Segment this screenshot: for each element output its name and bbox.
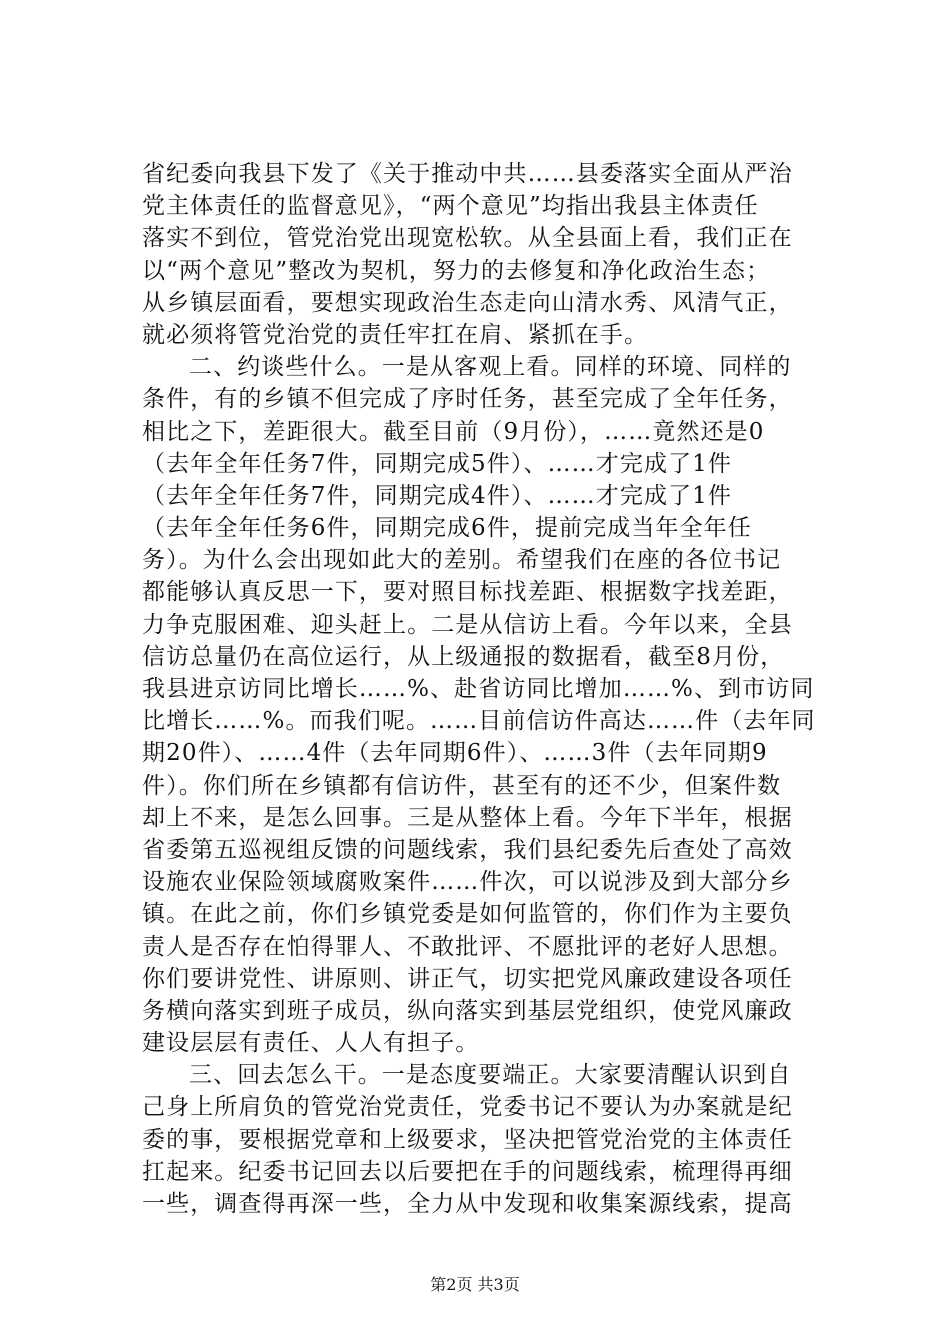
body-line: 却上不来，是怎么回事。三是从整体上看。今年下半年，根据 (142, 804, 793, 831)
body-line: 务横向落实到班子成员，纵向落实到基层党组织，使党风廉政 (142, 997, 793, 1024)
body-line: 我县进京访同比增长……%、赴省访同比增加……%、到市访同 (142, 676, 815, 702)
body-line: 镇。在此之前，你们乡镇党委是如何监管的，你们作为主要负 (142, 901, 793, 928)
body-line: 力争克服困难、迎头赶上。二是从信访上看。今年以来，全县 (142, 611, 793, 638)
body-line: 省纪委向我县下发了《关于推动中共……县委落实全面从严治 (142, 161, 793, 187)
body-line: 你们要讲党性、讲原则、讲正气，切实把党风廉政建设各项任 (142, 965, 793, 992)
document-body (142, 158, 842, 1220)
body-line: 一些，调查得再深一些，全力从中发现和收集案源线索，提高 (142, 1191, 793, 1217)
body-line: 条件，有的乡镇不但完成了序时任务，甚至完成了全年任务， (142, 386, 793, 413)
body-line: 省委第五巡视组反馈的问题线索，我们县纪委先后查处了高效 (142, 836, 793, 863)
body-line: 委的事，要根据党章和上级要求，坚决把管党治党的主体责任 (142, 1126, 793, 1153)
body-line: 以“两个意见”整改为契机，努力的去修复和净化政治生态； (142, 257, 771, 284)
section-heading-line: 二、约谈些什么。一是从客观上看。同样的环境、同样的 (189, 354, 792, 381)
body-line: 比增长……%。而我们呢。……目前信访件高达……件（去年同 (142, 708, 816, 735)
body-line: 己身上所肩负的管党治党责任，党委书记不要认为办案就是纪 (142, 1094, 793, 1121)
body-line: 信访总量仍在高位运行，从上级通报的数据看，截至8月份， (142, 643, 785, 670)
body-line: （去年全年任务7件，同期完成4件）、……才完成了1件 (142, 482, 732, 509)
body-line: 相比之下，差距很大。截至目前（9月份），……竟然还是0 (142, 418, 765, 445)
body-line: 务）。为什么会出现如此大的差别。希望我们在座的各位书记 (142, 547, 782, 574)
body-line: 责人是否存在怕得罪人、不敢批评、不愿批评的老好人思想。 (142, 933, 793, 960)
body-line: 件）。你们所在乡镇都有信访件，甚至有的还不少，但案件数 (142, 772, 782, 799)
body-line: 建设层层有责任、人人有担子。 (142, 1030, 480, 1057)
body-line: 党主体责任的监督意见》，“两个意见”均指出我县主体责任 (142, 193, 759, 220)
body-line: 落实不到位，管党治党出现宽松软。从全县面上看，我们正在 (142, 225, 793, 252)
body-line: 从乡镇层面看，要想实现政治生态走向山清水秀、风清气正， (142, 289, 793, 316)
body-line: 就必须将管党治党的责任牢扛在肩、紧抓在手。 (142, 321, 649, 348)
section-heading-line: 三、回去怎么干。一是态度要端正。大家要清醒认识到自 (189, 1062, 792, 1089)
body-line: 设施农业保险领域腐败案件……件次，可以说涉及到大部分乡 (142, 869, 793, 896)
body-line: 都能够认真反思一下，要对照目标找差距、根据数字找差距， (142, 579, 793, 606)
body-line: 扛起来。纪委书记回去以后要把在手的问题线索，梳理得再细 (142, 1158, 793, 1185)
body-line: （去年全年任务7件，同期完成5件）、……才完成了1件 (142, 450, 732, 477)
page-number-footer: 第2页 共3页 (430, 1275, 520, 1294)
body-line: （去年全年任务6件，同期完成6件，提前完成当年全年任 (142, 515, 752, 542)
body-line: 期20件）、……4件（去年同期6件）、……3件（去年同期9 (142, 740, 768, 767)
